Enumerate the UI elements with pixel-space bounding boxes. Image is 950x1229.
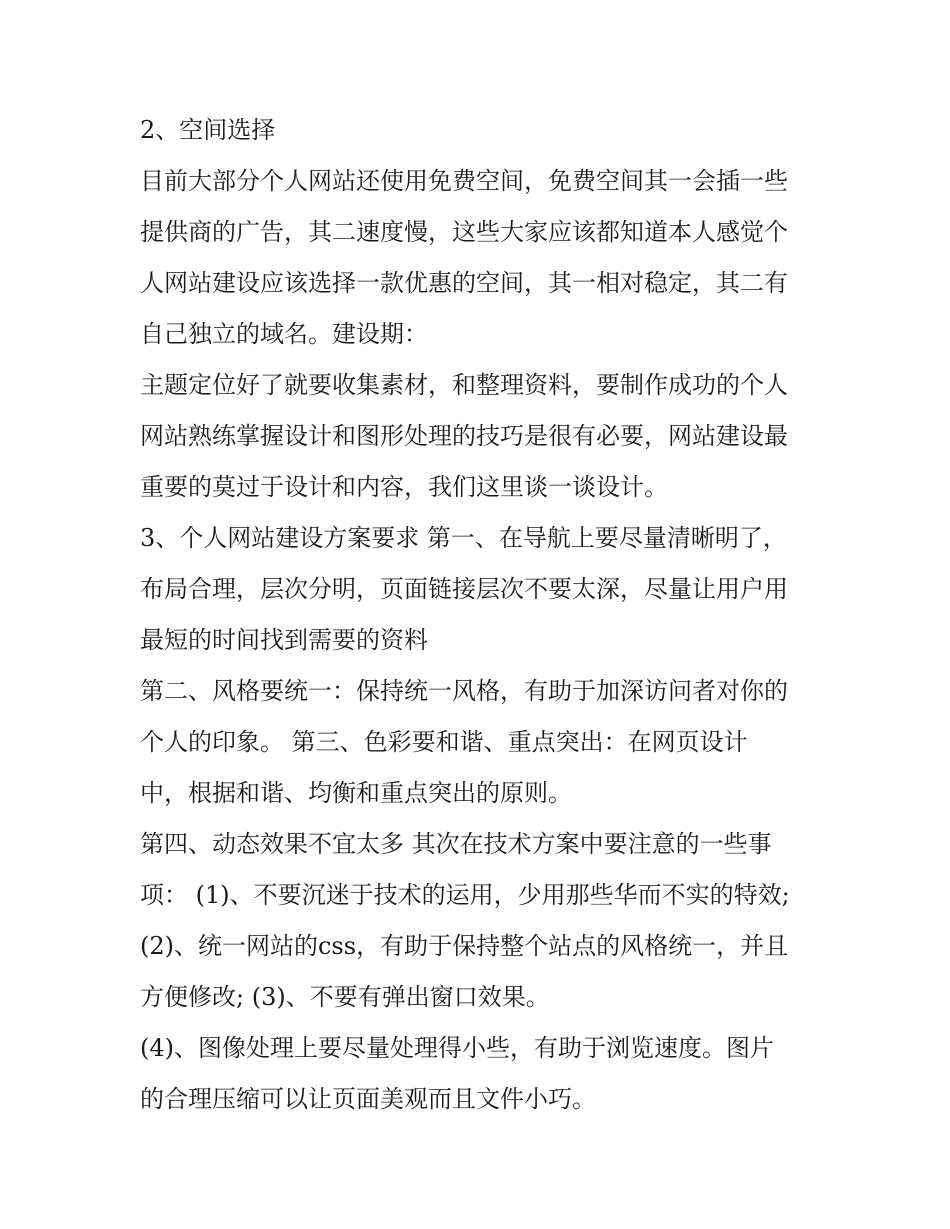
text-line: 最短的时间找到需要的资料	[140, 626, 428, 654]
text-line: 提供商的广告，其二速度慢，这些大家应该都知道本人感觉个	[140, 218, 788, 246]
text-line: (2)、统一网站的css，有助于保持整个站点的风格统一，并且	[140, 932, 789, 960]
text-line: 重要的莫过于设计和内容，我们这里谈一谈设计。	[140, 473, 668, 501]
text-line: 的合理压缩可以让页面美观而且文件小巧。	[140, 1085, 596, 1113]
text-line: 布局合理，层次分明，页面链接层次不要太深，尽量让用户用	[140, 575, 788, 603]
text-line: 主题定位好了就要收集素材，和整理资料，要制作成功的个人	[140, 371, 788, 399]
text-line: 个人的印象。 第三、色彩要和谐、重点突出：在网页设计	[140, 728, 748, 756]
text-line: 第四、动态效果不宜太多 其次在技术方案中要注意的一些事	[140, 830, 772, 858]
text-line: 自己独立的域名。建设期：	[140, 320, 428, 348]
text-line: 方便修改; (3)、不要有弹出窗口效果。	[140, 983, 550, 1011]
text-line: 中，根据和谐、均衡和重点突出的原则。	[140, 779, 572, 807]
section-heading-requirements: 3、个人网站建设方案要求 第一、在导航上要尽量清晰明了，	[140, 524, 787, 552]
section-heading-space-selection: 2、空间选择	[140, 116, 276, 144]
document-body	[140, 105, 812, 1125]
text-line: (4)、图像处理上要尽量处理得小些，有助于浏览速度。图片	[140, 1034, 774, 1062]
text-line: 目前大部分个人网站还使用免费空间，免费空间其一会插一些	[140, 167, 788, 195]
text-line: 网站熟练掌握设计和图形处理的技巧是很有必要，网站建设最	[140, 422, 788, 450]
text-line: 人网站建设应该选择一款优惠的空间，其一相对稳定，其二有	[140, 269, 788, 297]
text-line: 项： (1)、不要沉迷于技术的运用，少用那些华而不实的特效;	[140, 881, 790, 909]
text-line: 第二、风格要统一：保持统一风格，有助于加深访问者对你的	[140, 677, 788, 705]
